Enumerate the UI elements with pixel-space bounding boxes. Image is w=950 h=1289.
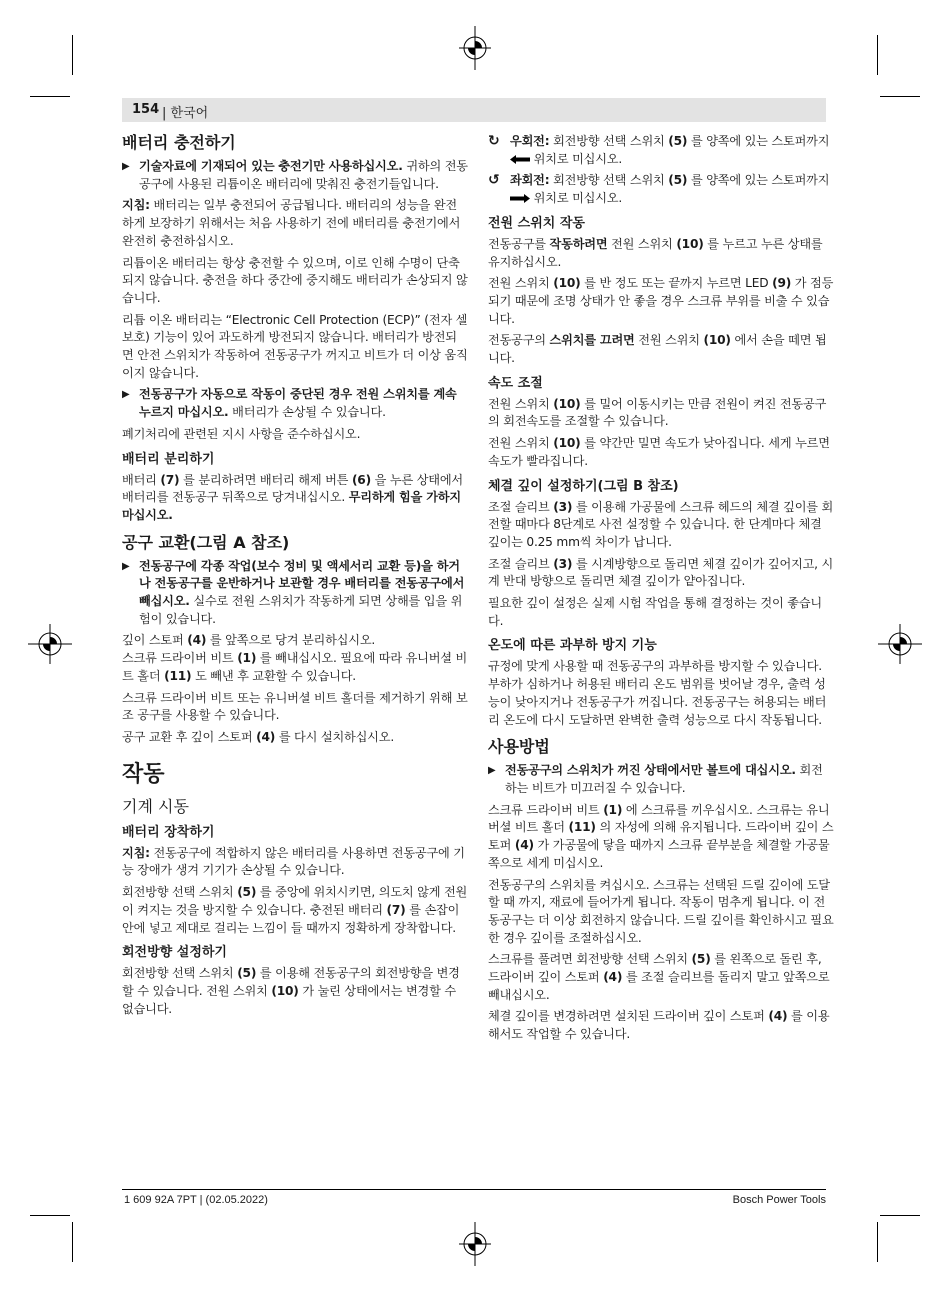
text: 전원 스위치 [488, 436, 554, 451]
text: 깊이 스토퍼 [122, 633, 188, 648]
text: 배터리 [122, 472, 161, 487]
text: 을 누른 상태에서 배터리를 전동공구 뒤쪽으로 당겨내십시오. [122, 472, 464, 505]
ref: (10) [676, 236, 704, 251]
ref: (7) [160, 472, 180, 487]
text: 전원 스위치 [634, 333, 704, 348]
text: 를 빼내십시오. 필요에 따라 유니버셜 비트 홀더 [122, 651, 468, 683]
crop-mark [877, 35, 878, 75]
text: 를 밀어 이동시키는 만큼 전원이 켜진 전동공구의 회전속도를 조절할 수 있습니다. [488, 396, 827, 429]
ref: (5) [237, 885, 257, 900]
text: 를 이용해 가공물에 스크류 헤드의 체결 깊이를 회전할 때마다 8단계로 사전 설정할 수 있습니다. 한 단계마다 체결 깊이는 0.25 mm씩 차이가 납니다. [488, 499, 834, 549]
warning-bold: 기술자료에 기재되어 있는 충전기만 사용하십시오. [139, 159, 403, 173]
text: 를 다시 설치하십시오. [275, 729, 394, 744]
text: 조절 슬리브 [488, 556, 554, 571]
warning-auto-stop [122, 386, 468, 421]
text-bold: 작동하려면 [549, 236, 608, 251]
text: 조절 슬리브 [488, 499, 554, 514]
text: 를 이용해 전동공구의 회전방향을 변경할 수 있습니다. 전원 스위치 [122, 966, 460, 998]
ref: (4) [768, 1009, 788, 1024]
ref: (3) [553, 499, 573, 514]
note-text: 배터리는 일부 충전되어 공급됩니다. 배터리의 성능을 완전하게 보장하기 위해서는 처음 사용하기 전에 배터리를 충전기에서 완전히 충전하십시오. [122, 198, 461, 248]
ref: (5) [691, 952, 711, 967]
section-title-insert-battery: 배터리 장착하기 [122, 824, 215, 840]
crop-mark [877, 1222, 878, 1262]
crop-mark [880, 1215, 920, 1216]
crop-mark [30, 1215, 70, 1216]
section-title-overheat: 온도에 따른 과부하 방지 기능 [488, 638, 657, 654]
paragraph [488, 236, 834, 271]
text: 체결 깊이를 변경하려면 설치된 드라이버 깊이 스토퍼 [488, 1009, 769, 1024]
text: 를 분리하려면 배터리 해제 버튼 [179, 472, 352, 487]
language-text: 한국어 [170, 106, 209, 121]
ref: (10) [553, 396, 581, 411]
bullet-triangle-icon: ▶ [488, 765, 496, 777]
text: 를 누르고 누른 상태를 유지하십시오. [488, 236, 823, 269]
paragraph: 필요한 깊이 설정은 실제 시험 작업을 통해 결정하는 것이 좋습니다. [488, 596, 822, 628]
text: 에 스크류를 끼우십시오. 스크류는 유니버셜 비트 홀더 [488, 802, 830, 835]
section-title-startup: 기계 시동 [122, 796, 189, 816]
text: 회전방향 선택 스위치 [549, 134, 669, 148]
chapter-title-operation: 작동 [122, 761, 165, 787]
ref: (11) [568, 820, 596, 835]
paragraph [488, 556, 834, 591]
bullet-triangle-icon: ▶ [122, 560, 130, 572]
paragraph [488, 951, 834, 1004]
bullet-triangle-icon: ▶ [122, 389, 130, 401]
text: 를 약간만 밀면 속도가 낮아집니다. 세게 누르면 속도가 빨라집니다. [488, 436, 830, 468]
brand-name: Bosch Power Tools [732, 1194, 826, 1206]
text: 가 점등되기 때문에 조명 상태가 안 좋을 경우 스크류 부위를 비출 수 있습니다. [488, 276, 834, 326]
arrow-right-icon [510, 194, 530, 203]
text: 스크류를 풀려면 회전방향 선택 스위치 [488, 952, 692, 967]
note-partial-charge [122, 197, 468, 250]
registration-mark-icon [28, 622, 72, 666]
warning-text: 회전하는 비트가 미끄러질 수 있습니다. [505, 763, 823, 795]
ref: (1) [603, 802, 623, 817]
note-text: 전동공구에 적합하지 않은 배터리를 사용하면 전동공구에 기능 장애가 생겨 기기가 손상될 수 있습니다. [122, 845, 465, 878]
paragraph [122, 729, 468, 747]
text: 를 시계방향으로 돌리면 체결 깊이가 깊어지고, 시계 반대 방향으로 돌리면 체결 깊이가 얕아집니다. [488, 556, 834, 589]
paragraph [488, 396, 834, 431]
text: 위치로 미십시오. [530, 191, 623, 206]
text: 가 가공물에 닿을 때까지 스크류 끝부분을 체결할 가공물쪽으로 세게 미십시오. [488, 838, 830, 870]
text: 에서 손을 떼면 됩니다. [488, 333, 827, 366]
text: 스크류 드라이버 비트 [488, 802, 604, 817]
crop-mark [30, 96, 70, 97]
ref: (10) [271, 983, 299, 998]
section-title-switch-operation: 전원 스위치 작동 [488, 215, 585, 231]
text: 회전방향 선택 스위치 [122, 885, 238, 900]
rotation-counterclockwise [488, 172, 834, 207]
warning-text: 실수로 전원 스위치가 작동하게 되면 상해를 입을 위험이 있습니다. [139, 594, 463, 626]
section-title-usage: 사용방법 [488, 737, 550, 757]
page-header [122, 98, 826, 122]
warning-text: 귀하의 전동공구에 사용된 리튬이온 배터리에 맞춰진 충전기들입니다. [139, 159, 468, 191]
warning-switch-off [488, 762, 834, 797]
ref: (9) [772, 276, 792, 291]
ref: (4) [256, 729, 276, 744]
label: 우회전: [510, 134, 550, 148]
section-title-tool-change: 공구 교환(그림 A 참조) [122, 532, 290, 552]
warning-bold: 전동공구의 스위치가 꺼진 상태에서만 볼트에 대십시오. [505, 763, 796, 778]
paragraph: 리튬 이온 배터리는 “Electronic Cell Protection (ECP)” (전자 셀 보호) 기능이 있어 과도하게 방전되지 않습니다. 배터리가 방전되면 안전 스위치가 작동하여 전동공구가 꺼지고 비트가 더 이상 움직이지 않습니다. [122, 312, 468, 380]
paragraph [488, 1008, 834, 1043]
section-title-battery-removal: 배터리 분리하기 [122, 451, 215, 467]
warning-bold: 전동공구에 각종 작업(보수 정비 및 액세서리 교환 등)을 하거나 전동공구를 운반하거나 보관할 경우 배터리를 전동공구에서 빼십시오. [139, 558, 465, 609]
text: 를 반 정도 또는 끝까지 누르면 LED [580, 276, 773, 291]
text-bold: 스위치를 끄려면 [549, 333, 635, 348]
counterclockwise-icon: ↺ [488, 172, 500, 189]
note-battery [122, 845, 468, 880]
text: 를 양쪽에 있는 스토퍼까지 [687, 134, 830, 148]
text: 회전방향 선택 스위치 [549, 173, 669, 188]
ref: (10) [553, 436, 581, 451]
paragraph: 스크류 드라이버 비트 또는 유니버셜 비트 홀더를 제거하기 위해 보조 공구를 사용할 수 있습니다. [122, 690, 468, 723]
text: 의 자성에 의해 유지됩니다. 드라이버 깊이 스토퍼 [488, 820, 834, 853]
left-column [122, 133, 468, 1022]
ref: (5) [237, 966, 257, 981]
registration-mark-icon [878, 622, 922, 666]
arrow-left-icon [510, 155, 530, 164]
ref: (6) [351, 472, 371, 487]
crop-mark [880, 96, 920, 97]
section-title-rotation-direction: 회전방향 설정하기 [122, 945, 227, 961]
paragraph [488, 499, 834, 552]
text: 전원 스위치 [488, 276, 554, 291]
text: 를 손잡이 안에 넣고 제대로 걸리는 느낌이 들 때까지 정확하게 장착합니다. [122, 902, 460, 935]
note-label: 지침: [122, 198, 150, 213]
ref: (5) [668, 134, 688, 148]
text: 공구 교환 후 깊이 스토퍼 [122, 729, 257, 744]
warning-charger [122, 158, 468, 193]
document-id: 1 609 92A 7PT | (02.05.2022) [124, 1194, 268, 1206]
text-bold: 무리하게 힘을 가하지 마십시오. [122, 490, 461, 522]
right-column [488, 133, 834, 1048]
note-label: 지침: [122, 845, 150, 860]
text: 를 이용해서도 작업할 수 있습니다. [488, 1009, 830, 1042]
text: 전동공구의 [488, 333, 550, 348]
ref: (1) [237, 651, 257, 666]
text: 전원 스위치 [607, 236, 677, 251]
ref: (4) [514, 838, 534, 853]
page-number: 154 [132, 102, 160, 117]
paragraph [488, 435, 834, 470]
section-title-battery-charging: 배터리 충전하기 [122, 133, 236, 152]
rotation-clockwise [488, 133, 834, 168]
paragraph: 규정에 맞게 사용할 때 전동공구의 과부하를 방지할 수 있습니다. 부하가 심하거나 허용된 배터리 온도 범위를 벗어날 경우, 출력 성능이 낮아지거나 전동공구가 꺼집니다. 전동공구는 허용되는 배터리 온도에 다시 도달하면 완벽한 출력 성능으로 다시 작동됩니다. [488, 659, 827, 727]
ref: (11) [164, 668, 192, 683]
bullet-triangle-icon: ▶ [122, 161, 130, 172]
ref: (10) [553, 276, 581, 291]
text: 스크류 드라이버 비트 [122, 651, 238, 666]
text: 를 왼쪽으로 돌린 후, 드라이버 깊이 스토퍼 [488, 952, 822, 985]
paragraph [122, 965, 468, 1018]
paragraph: 리튬이온 배터리는 항상 충전할 수 있으며, 이로 인해 수명이 단축되지 않습니다. 충전을 하다 중간에 중지해도 배터리가 손상되지 않습니다. [122, 255, 468, 305]
ref: (3) [553, 556, 573, 571]
text: 전원 스위치 [488, 396, 554, 411]
text: 를 양쪽에 있는 스토퍼까지 [687, 173, 830, 188]
text: 를 앞쪽으로 당겨 분리하십시오. [206, 633, 376, 648]
crop-mark [72, 1222, 73, 1262]
paragraph: 전동공구의 스위치를 켜십시오. 스크류는 선택된 드릴 깊이에 도달할 때 까지, 재료에 들어가게 됩니다. 작동이 멈추게 됩니다. 이 전동공구는 더 이상 회전하지 않습니다. 드릴 깊이를 확인하시고 필요한 경우 깊이를 조절하십시오. [488, 877, 834, 945]
text: 위치로 미십시오. [530, 151, 623, 166]
ref: (10) [703, 333, 731, 348]
label: 좌회전: [510, 173, 550, 188]
registration-mark-icon [455, 26, 495, 70]
paragraph [122, 632, 468, 685]
language-label: | 한국어 [162, 106, 209, 121]
paragraph [122, 884, 468, 937]
paragraph [488, 802, 834, 873]
paragraph [122, 472, 468, 525]
ref: (7) [386, 902, 406, 917]
paragraph: 폐기처리에 관련된 지시 사항을 준수하십시오. [122, 426, 361, 441]
ref: (4) [603, 970, 623, 985]
warning-remove-battery [122, 558, 468, 629]
ref: (5) [668, 173, 688, 188]
warning-text: 배터리가 손상될 수 있습니다. [228, 405, 386, 420]
paragraph [488, 275, 834, 328]
page-footer [122, 1189, 826, 1206]
text: 를 중앙에 위치시키면, 의도치 않게 전원이 켜지는 것을 방지할 수 있습니다. 충전된 배터리 [122, 885, 468, 917]
section-title-speed: 속도 조절 [488, 375, 543, 391]
text: 가 눌린 상태에서는 변경할 수 없습니다. [122, 983, 456, 1016]
text: 도 빼낸 후 교환할 수 있습니다. [191, 668, 356, 683]
text: 를 조절 슬리브를 돌리지 말고 앞쪽으로 빼내십시오. [488, 970, 830, 1002]
registration-mark-icon [455, 1222, 495, 1266]
warning-bold: 전동공구가 자동으로 작동이 중단된 경우 전원 스위치를 계속 누르지 마십시오. [139, 387, 457, 420]
crop-mark [72, 35, 73, 75]
section-title-screw-depth: 체결 깊이 설정하기(그림 B 참조) [488, 478, 679, 494]
text: 전동공구를 [488, 236, 550, 251]
clockwise-icon: ↻ [488, 133, 500, 149]
ref: (4) [187, 633, 207, 648]
paragraph [488, 332, 834, 367]
text: 회전방향 선택 스위치 [122, 966, 238, 981]
